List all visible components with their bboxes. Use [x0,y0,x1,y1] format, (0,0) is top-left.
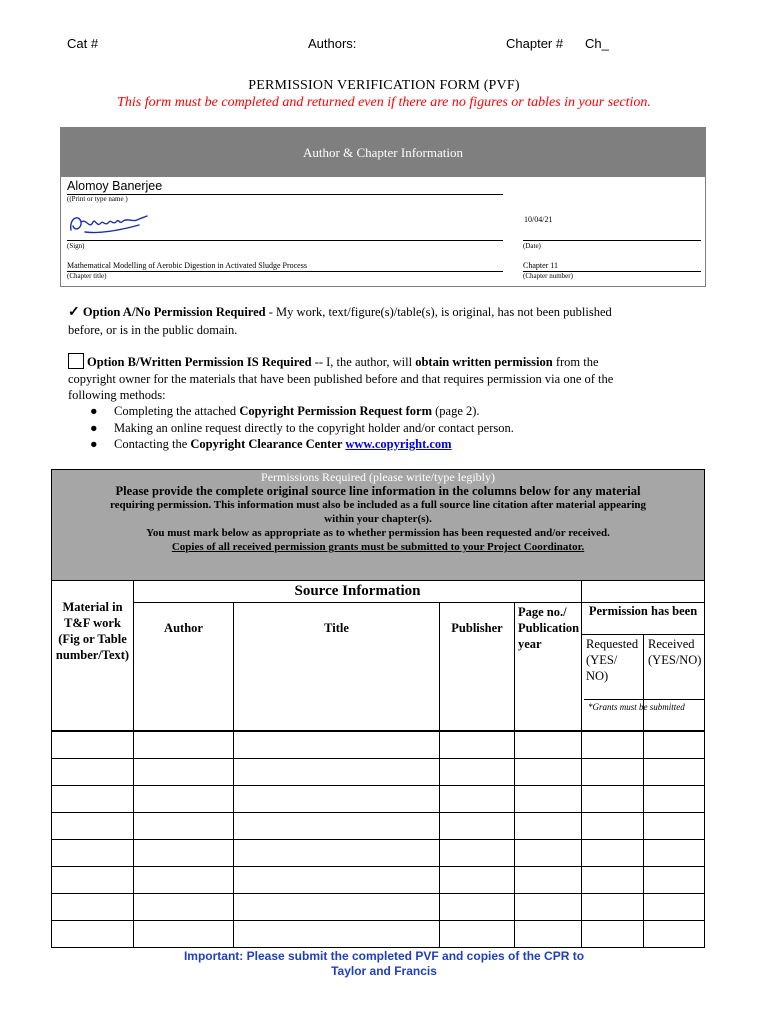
cell-author[interactable] [134,732,234,759]
cell-author[interactable] [134,786,234,813]
method-item: ● Contacting the Copyright Clearance Center www.copyright.com [90,437,452,451]
cell-received[interactable] [644,813,705,840]
date-caption: (Date) [523,242,541,250]
cell-title[interactable] [234,759,440,786]
sign-caption: (Sign) [67,242,85,250]
cell-requested[interactable] [582,921,644,948]
cell-title[interactable] [234,786,440,813]
cell-publisher[interactable] [440,840,515,867]
col-received-header: Received (YES/NO) [644,635,705,731]
cell-requested[interactable] [582,732,644,759]
table-row [52,732,705,759]
signature-date-field[interactable]: 10/04/21 [524,215,553,224]
grants-note: *Grants must be submitted [588,702,685,712]
cell-material[interactable] [52,786,134,813]
cell-title[interactable] [234,894,440,921]
cell-received[interactable] [644,840,705,867]
cell-author[interactable] [134,759,234,786]
cell-received[interactable] [644,732,705,759]
option-a-checkmark-icon[interactable]: ✓ [68,305,80,320]
cell-requested[interactable] [582,867,644,894]
form-title: PERMISSION VERIFICATION FORM (PVF) [248,78,520,93]
cell-requested[interactable] [582,813,644,840]
cat-number-label: Cat # [67,36,99,51]
col-author-header: Author [134,603,234,731]
cell-title[interactable] [234,840,440,867]
signature-image [67,208,149,238]
cell-page[interactable] [515,732,582,759]
cell-received[interactable] [644,867,705,894]
author-chapter-box [60,127,706,287]
table-row [52,921,705,948]
option-b-line3: following methods: [68,388,166,402]
chapter-number-label: Chapter # [506,36,564,51]
cell-title[interactable] [234,921,440,948]
cell-page[interactable] [515,921,582,948]
cell-publisher[interactable] [440,921,515,948]
cell-material[interactable] [52,867,134,894]
cell-author[interactable] [134,867,234,894]
cell-material[interactable] [52,840,134,867]
cell-page[interactable] [515,840,582,867]
chapter-title-caption: (Chapter title) [67,272,107,280]
cell-page[interactable] [515,867,582,894]
cell-material[interactable] [52,894,134,921]
option-b-line2: copyright owner for the materials that have been published before and that requires permission via one of the [68,371,614,386]
cell-page[interactable] [515,759,582,786]
cell-material[interactable] [52,732,134,759]
option-b-text2: from the [552,355,599,369]
option-a [68,304,708,338]
chapter-number-caption: (Chapter number) [523,272,573,280]
permissions-banner: Permissions Required (please write/type legibly) Please provide the complete original source line information in the columns below for any material requiring permission. This information must also be included as a full source line citation after material appearing within your chapter(s). You must mark below as appropriate as to whether permission has been requested and/or received. Copies of all received permission grants must be submitted to your Project Coordinator. [52,470,705,581]
name-caption: ((Print or type name ) [67,195,128,203]
option-b-heading: Option B/Written Permission IS Required [87,355,312,369]
chapter-title-field[interactable]: Mathematical Modelling of Aerobic Digestion in Activated Sludge Process [67,261,307,270]
important-note: Important: Please submit the completed PVF and copies of the CPR to Taylor and Francis [183,949,585,978]
cell-received[interactable] [644,786,705,813]
method-item: ● Completing the attached Copyright Permission Request form (page 2). [90,404,480,418]
cell-title[interactable] [234,867,440,894]
cell-publisher[interactable] [440,732,515,759]
table-row [52,759,705,786]
chapter-number-field[interactable]: Chapter 11 [523,261,559,270]
option-b-checkbox[interactable] [68,353,84,369]
cell-publisher[interactable] [440,867,515,894]
col-title-header: Title [234,603,440,731]
cell-publisher[interactable] [440,813,515,840]
methods-list [90,403,710,453]
cell-page[interactable] [515,813,582,840]
table-row [52,786,705,813]
form-subtitle: This form must be completed and returned even if there are no figures or tables in your section. [117,95,651,110]
author-name-field[interactable]: Alomoy Banerjee [67,179,163,193]
option-a-heading: Option A/No Permission Required [82,305,266,319]
cell-page[interactable] [515,786,582,813]
cell-received[interactable] [644,759,705,786]
cell-publisher[interactable] [440,894,515,921]
author-chapter-heading: Author & Chapter Information [61,128,705,177]
method-item: ● Making an online request directly to the copyright holder and/or contact person. [90,420,514,435]
option-b-text1: -- I, the author, will [311,355,416,369]
option-b-bold1: obtain written permission [415,355,553,369]
cell-author[interactable] [134,894,234,921]
cell-material[interactable] [52,921,134,948]
table-row [52,813,705,840]
cell-author[interactable] [134,840,234,867]
cell-publisher[interactable] [440,759,515,786]
table-row [52,840,705,867]
table-row [52,894,705,921]
chapter-short-label: Ch_ [585,36,609,51]
cell-requested[interactable] [582,759,644,786]
col-publisher-header: Publisher [440,603,515,731]
cell-material[interactable] [52,759,134,786]
cell-author[interactable] [134,921,234,948]
source-information-header: Source Information [134,581,582,603]
cell-material[interactable] [52,813,134,840]
copyright-link[interactable]: www.copyright.com [345,437,452,451]
option-b [68,353,718,404]
col-page-header: Page no./ Publication year [515,603,582,731]
cell-page[interactable] [515,894,582,921]
cell-requested[interactable] [582,786,644,813]
cell-received[interactable] [644,894,705,921]
cell-received[interactable] [644,921,705,948]
cell-title[interactable] [234,813,440,840]
cell-title[interactable] [234,732,440,759]
col-material-header: Material in T&F work (Fig or Table number/Text) [52,581,134,731]
cell-author[interactable] [134,813,234,840]
col-requested-header: Requested (YES/ NO) [582,635,644,731]
option-a-text1: - My work, text/figure(s)/table(s), is original, has not been published [265,305,612,319]
authors-label: Authors: [308,36,357,51]
cell-requested[interactable] [582,894,644,921]
cell-requested[interactable] [582,840,644,867]
option-a-text2: before, or is in the public domain. [68,322,238,337]
cell-publisher[interactable] [440,786,515,813]
table-row [52,867,705,894]
col-permission-header: Permission has been [582,603,705,635]
